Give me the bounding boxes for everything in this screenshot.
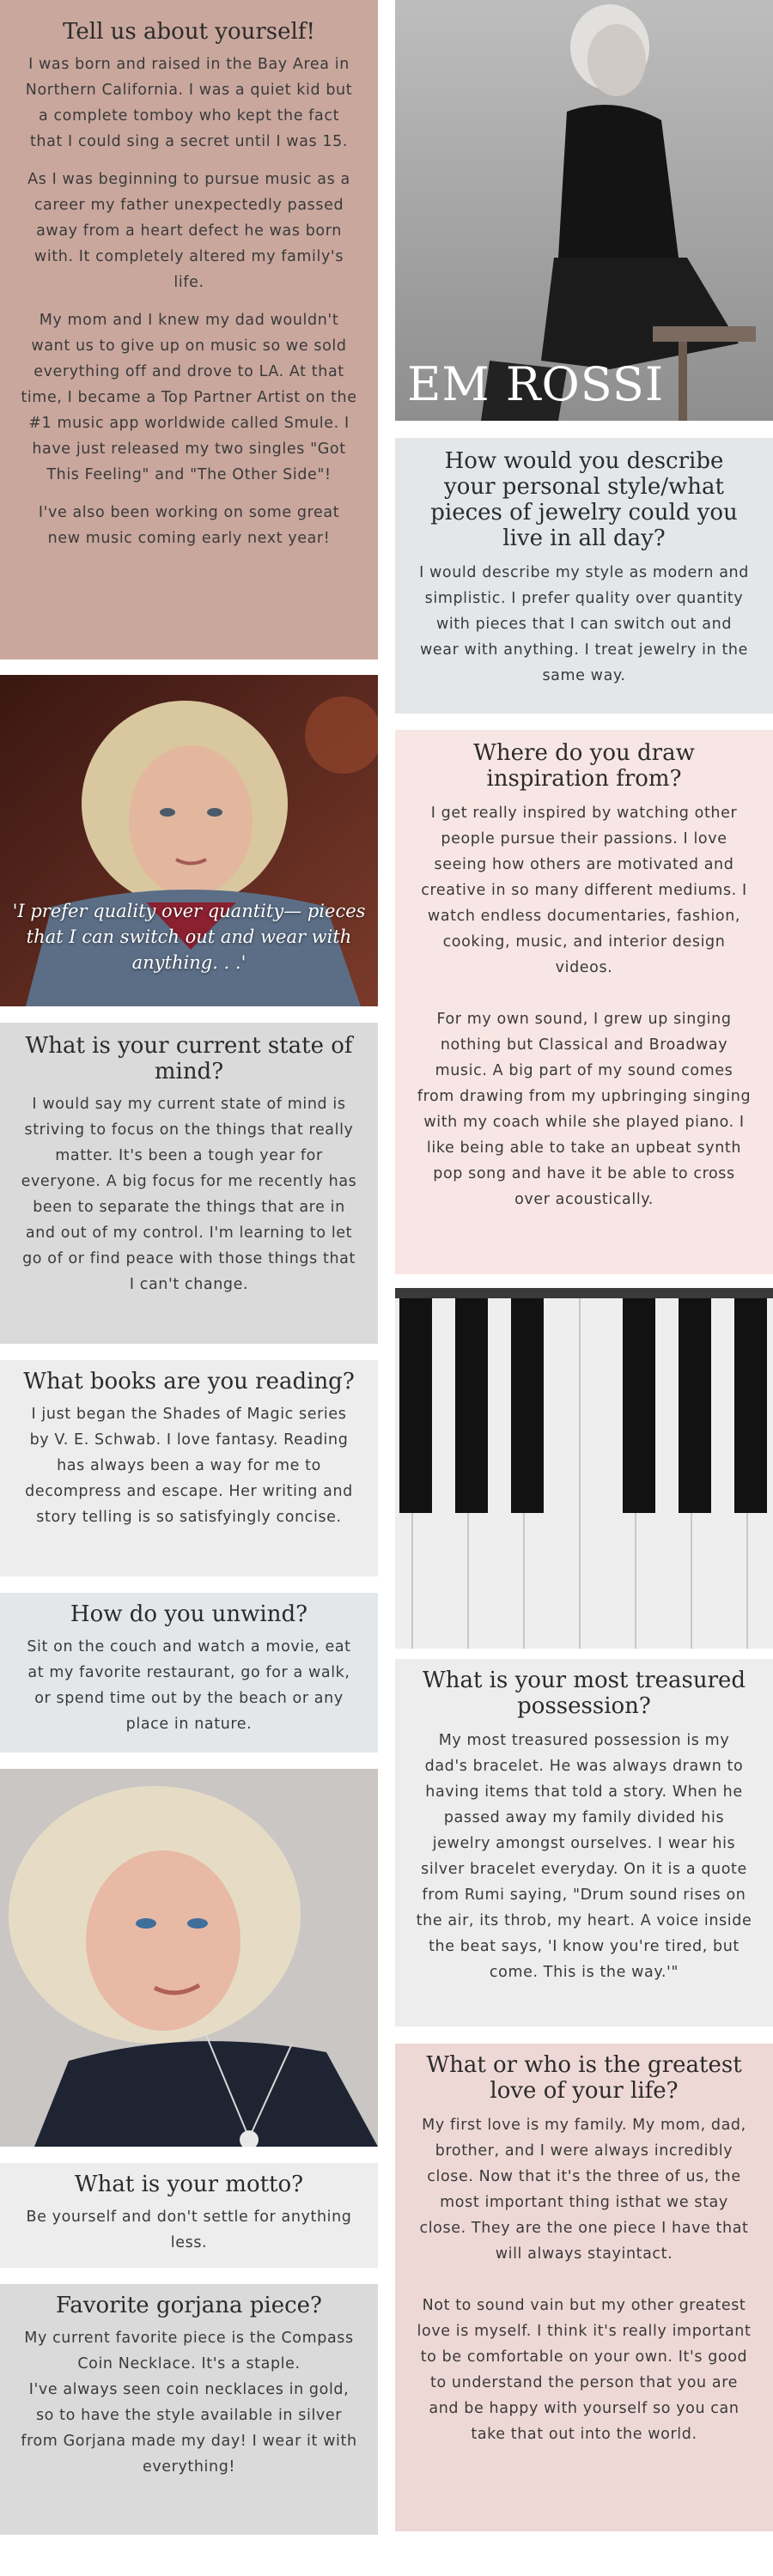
- state-para: I would say my current state of mind is striving to focus on the things that really matter. It's been a tough year for everyone. A big focus for me recently has been to separate the things that are in and out of my control. I'm learning to let go of or find peace with those things that I can't change.: [21, 1096, 357, 1293]
- treasured-title: What is your most treasured possession?: [422, 1668, 746, 1719]
- favorite-para-1: My current favorite piece is the Compass Coin Necklace. It's a staple.: [24, 2330, 354, 2372]
- inspiration-card: [395, 730, 773, 1274]
- books-para: I just began the Shades of Magic series by V. E. Schwab. I love fantasy. Reading has always been a way for me to decompress and escape. Her writing and story telling is so satisfyingly concise.: [25, 1406, 353, 1526]
- about-para-3: My mom and I knew my dad wouldn't want us to give up on music so we sold everything off and drove to LA. At that time, I became a Top Partner Artist on the #1 music app worldwide called Smule. I have just released my two singles "Got This Feeling" and "The Other Side"!: [21, 312, 357, 483]
- favorite-para-2: I've always seen coin necklaces in gold, so to have the style available in silver from Gorjana made my day! I wear it with everything!: [21, 2381, 357, 2476]
- inspiration-para-1: I get really inspired by watching other people pursue their passions. I love seeing how others are motivated and creative in so many different mediums. I watch endless documentaries, fashion, cooking, music, and interior design videos.: [421, 805, 747, 976]
- denim-jacket-photo: [0, 675, 378, 1006]
- inspiration-para-2: For my own sound, I grew up singing nothing but Classical and Broadway music. A big part of my sound comes from drawing from my upbringing singing with my coach while she played piano. I like being able to take an upbeat synth pop song and have it be able to cross over acoustically.: [417, 1011, 752, 1208]
- motto-card: [0, 2163, 378, 2268]
- books-title: What books are you reading?: [23, 1369, 355, 1394]
- treasured-possession-card: [395, 1659, 773, 2026]
- favorite-piece-card: [0, 2284, 378, 2535]
- unwind-para: Sit on the couch and watch a movie, eat at my favorite restaurant, go for a walk, or spend time out by the beach or any place in nature.: [27, 1638, 351, 1733]
- state-title: What is your current state of mind?: [25, 1033, 353, 1084]
- motto-para: Be yourself and don't settle for anything less.: [26, 2208, 352, 2251]
- style-title: How would you describe your personal style/what pieces of jewelry could you live in all day?: [430, 448, 738, 551]
- unwind-title: How do you unwind?: [70, 1601, 308, 1627]
- love-title: What or who is the greatest love of your life?: [426, 2052, 742, 2104]
- state-of-mind-card: [0, 1023, 378, 1344]
- about-para-2: As I was beginning to pursue music as a career my father unexpectedly passed away from a heart defect he was born with. It completely altered my family's life.: [27, 171, 350, 291]
- style-para: I would describe my style as modern and simplistic. I prefer quality over quantity with pieces that I can switch out and wear with anything. I treat jewelry in the same way.: [419, 564, 749, 684]
- pull-quote: 'I prefer quality over quantity— pieces that I can switch out and wear with anything. . .': [12, 901, 366, 973]
- about-card: [0, 0, 378, 659]
- personal-style-card: [395, 438, 773, 714]
- books-card: [0, 1360, 378, 1577]
- motto-title: What is your motto?: [74, 2172, 304, 2197]
- greatest-love-card: [395, 2044, 773, 2531]
- treasured-para: My most treasured possession is my dad's bracelet. He was always drawn to having items that told a story. When he passed away my family divided his jewelry amongst ourselves. I wear his silver bracelet everyday. On it is a quote from Rumi saying, "Drum sound rises on the air, its throb, my heart. A voice inside the beat says, 'I know you're tired, but come. This is the way.'": [416, 1732, 752, 1981]
- inspiration-title: Where do you draw inspiration from?: [473, 740, 695, 792]
- brand-name: EM ROSSI: [407, 357, 665, 411]
- hero-photo: [395, 0, 773, 421]
- about-para-1: I was born and raised in the Bay Area in Northern California. I was a quiet kid but a complete tomboy who kept the fact that I could sing a secret until I was 15.: [25, 56, 353, 150]
- favorite-title: Favorite gorjana piece?: [56, 2293, 322, 2318]
- smiling-portrait-photo: [0, 1769, 378, 2147]
- unwind-card: [0, 1593, 378, 1753]
- love-para-1: My first love is my family. My mom, dad, brother, and I were always incredibly close. Now that it's the three of us, the most important thing isthat we stay close. They are the one piece I have that will always stayintact.: [419, 2117, 749, 2263]
- about-para-4: I've also been working on some great new music coming early next year!: [38, 504, 340, 547]
- about-title: Tell us about yourself!: [63, 19, 315, 45]
- piano-keys-photo: [395, 1288, 773, 1649]
- love-para-2: Not to sound vain but my other greatest love is myself. I think it's really important to be comfortable on your own. It's good to understand the person that you are and be happy with yourself so you can take that out into the world.: [417, 2297, 752, 2443]
